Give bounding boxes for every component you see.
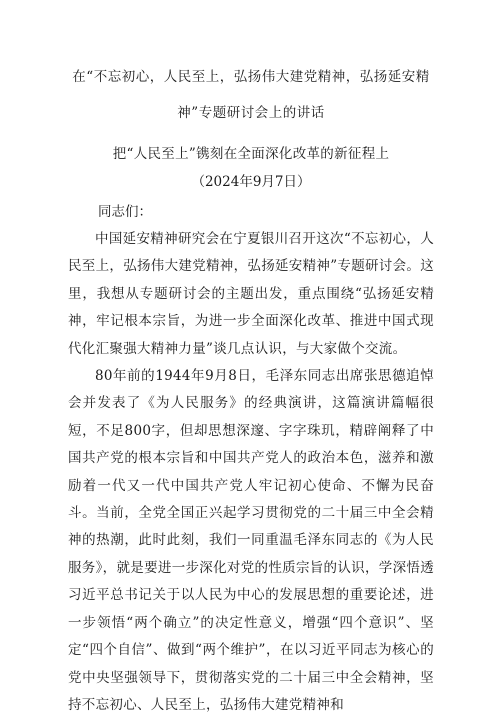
body-paragraph-2: 80年前的1944年9月8日，毛泽东同志出席张思德追悼会并发表了《为人民服务》的经典演讲，这篇演讲篇幅很短，不足800字，但却思想深邃、字字珠玑，精辟阐释了中国共产党的根本宗旨和中国共产党人的政治本色，滋养和激励着一代又一代中国共产党人牢记初心使命、不懈为民奋斗。当前，全党全国正兴起学习贯彻党的二十届三中全会精神的热潮，此时此刻，我们一同重温毛泽东同志的《为人民服务》，就是要进一步深化对党的性质宗旨的认识，学深悟透习近平总书记关于以人民为中心的发展思想的重要论述，进一步领悟“两个确立”的决定性意义，增强“四个意识”、坚定“四个自信”、做到“两个维护”，在以习近平同志为核心的党中央坚强领导下，贯彻落实党的二十届三中全会精神，坚持不忘初心、人民至上，弘扬伟大建党精神和 — [68, 368, 434, 713]
document-title — [68, 60, 434, 130]
title-line-2: 神”专题研讨会上的讲话 — [177, 105, 325, 121]
body-paragraph-1: 中国延安精神研究会在宁夏银川召开这次“不忘初心，人民至上，弘扬伟大建党精神，弘扬延安精神”专题研讨会。这里，我想从专题研讨会的主题出发，重点围绕“弘扬延安精神，牢记根本宗旨，为进一步全面深化改革、推进中国式现代化汇聚强大精神力量”谈几点认识，与大家做个交流。 — [68, 231, 435, 357]
salutation: 同志们： — [98, 204, 152, 220]
document-date: （2024年9月7日） — [191, 174, 311, 190]
document-subtitle: 把“人民至上”镌刻在全面深化改革的新征程上 — [112, 146, 390, 162]
title-line-1: 在“不忘初心，人民至上，弘扬伟大建党精神，弘扬延安精 — [72, 69, 430, 85]
